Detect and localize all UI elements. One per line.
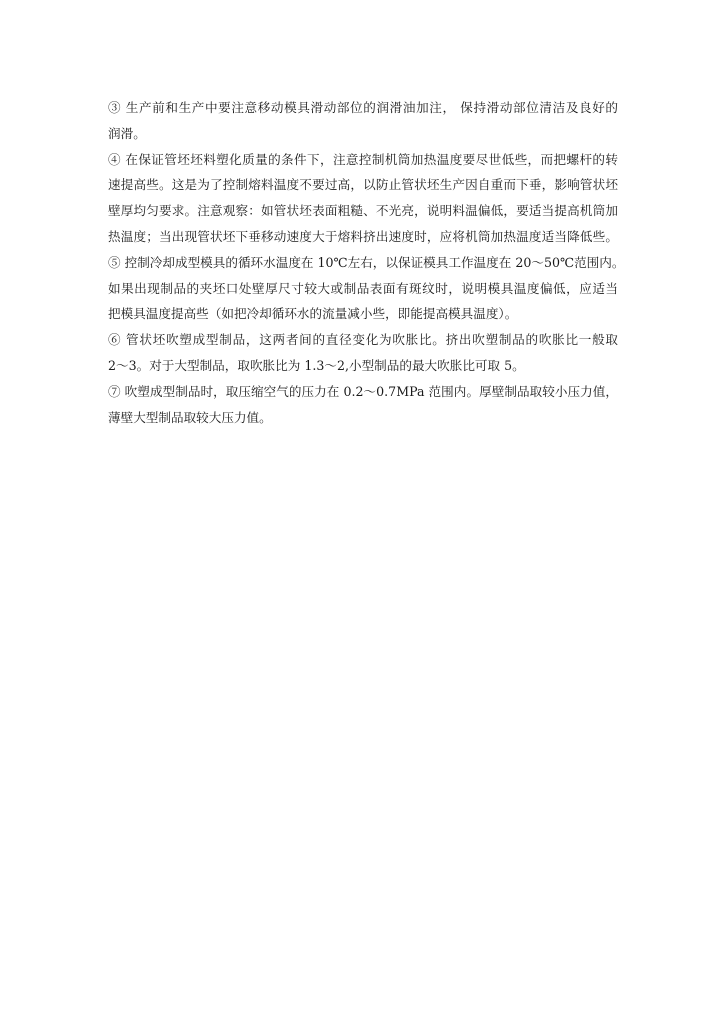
document-body	[108, 95, 625, 430]
text-line: 速提高些。这是为了控制熔料温度不要过高，以防止管状坯生产因自重而下垂，影响管状坯	[108, 177, 618, 193]
text-line: ⑤ 控制冷却成型模具的循环水温度在 10℃左右，以保证模具工作温度在 20～50℃范围内。	[108, 254, 625, 270]
text-line: ④ 在保证管坯坯料塑化质量的条件下，注意控制机筒加热温度要尽世低些，而把螺杆的转	[108, 151, 618, 167]
text-line: ⑥ 管状坯吹塑成型制品，这两者间的直径变化为吹胀比。挤出吹塑制品的吹胀比一般取	[108, 332, 618, 348]
text-line: 如果出现制品的夹坯口处壁厚尺寸较大或制品表面有斑纹时，说明模具温度偏低，应适当	[108, 280, 618, 296]
text-line: ③ 生产前和生产中要注意移动模具滑动部位的润滑油加注， 保持滑动部位清洁及良好的	[108, 100, 618, 115]
text-line: 壁厚均匀要求。注意观察：如管状坯表面粗糙、不光亮，说明料温偏低，要适当提高机筒加	[108, 203, 618, 219]
text-line: 薄壁大型制品取较大压力值。	[108, 409, 272, 425]
text-line: 把模具温度提高些（如把冷却循环水的流量减小些，即能提高模具温度）。	[108, 306, 518, 322]
text-line: ⑦ 吹塑成型制品时，取压缩空气的压力在 0.2～0.7MPa 范围内。厚壁制品取较小压力值，	[108, 383, 618, 399]
text-line: 热温度；当出现管状坯下垂移动速度大于熔料挤出速度时，应将机筒加热温度适当降低些。	[108, 228, 618, 244]
text-line: 2～3。对于大型制品，取吹胀比为 1.3～2,小型制品的最大吹胀比可取 5。	[108, 357, 525, 373]
text-line: 润滑。	[108, 125, 146, 141]
